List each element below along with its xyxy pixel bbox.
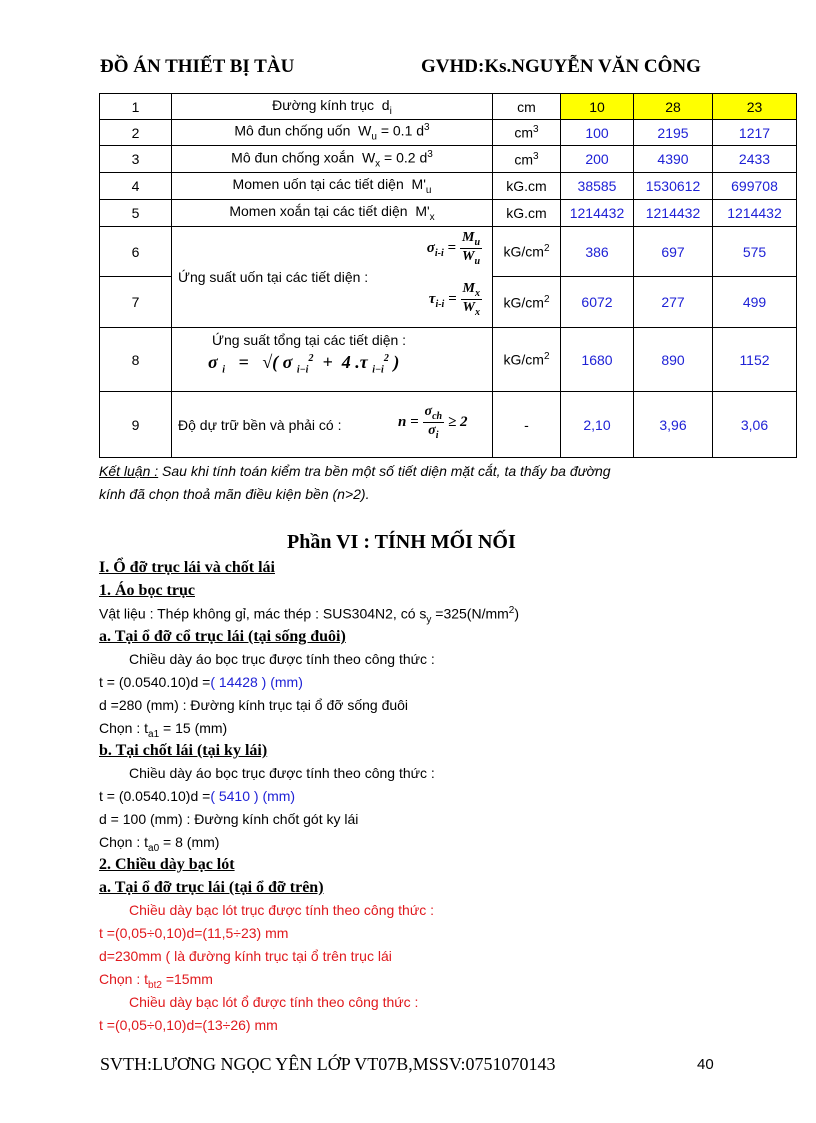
material-line: Vật liệu : Thép không gỉ, mác thép : SUS304N2, có $s_y =325(N/mm^2)$ (99, 605, 520, 626)
safety-formula: n = $\frac{\sigma_{ch}}{\sigma_i}$ ≥ 2 (398, 404, 468, 441)
paragraph: t =(0,05÷0,10)d=(13÷26) mm (99, 1017, 278, 1033)
paragraph: d =280 (mm) : Đường kính trục tại ổ đỡ sống đuôi (99, 697, 409, 713)
conclusion-line-2: kính đã chọn thoả mãn điều kiện bền (n>2). (99, 486, 370, 502)
paragraph: t =(0,05÷0,10)d=(11,5÷23) mm (99, 925, 289, 941)
header-right: GVHD:Ks.NGUYỄN VĂN CÔNG (421, 56, 701, 77)
paragraph: Chọn : $t_{bt2} =15mm$ (99, 971, 213, 991)
paragraph: Chọn : $t_{a1} = 15$ (mm) (99, 720, 228, 740)
total-stress-formula: σ $_i$ = √( σ $_{i-i}^2$ + 4 .τ $_{i-i}^2$ ) (208, 352, 400, 376)
table-row: 7 $kG/cm^2$ 6072 277 499 (100, 277, 797, 328)
section-heading: 1. Áo bọc trục (99, 582, 195, 599)
paragraph: Chiều dày áo bọc trục được tính theo công thức : (129, 765, 435, 781)
paragraph: Chọn : $t_{a0} = 8$ (mm) (99, 834, 220, 854)
paragraph: t = (0.0540.10)d =( 5410 ) (mm) (99, 788, 296, 804)
paragraph: d=230mm ( là đường kính trục tại ổ trên trục lái (99, 948, 392, 964)
sigma-formula: $\sigma_{i-i}$ = $\frac{M_u}{W_u}$ (426, 230, 480, 267)
conclusion-line-1: Kết luận : Sau khi tính toán kiểm tra bền một số tiết diện mặt cắt, ta thấy ba đường (99, 463, 611, 479)
table-row: 9 Độ dự trữ bền và phải có : n = $\frac{\sigma_{ch}}{\sigma_i}$ ≥ 2 - 2,10 3,96 3,06 (100, 392, 797, 458)
header-left: ĐỒ ÁN THIẾT BỊ TÀU (100, 56, 295, 77)
table-row: 3 Mô đun chống xoắn $W_x = 0.2$ $d^3$ $cm^3$ 200 4390 2433 (100, 146, 797, 173)
footer-author: SVTH:LƯƠNG NGỌC YÊN LỚP VT07B,MSSV:0751070143 (100, 1054, 556, 1074)
table-row: 2 Mô đun chống uốn $W_u = 0.1$ $d^3$ $cm^3$ 100 2195 1217 (100, 120, 797, 146)
table-row: 5 Momen xoắn tại các tiết diện $M'_x$ kG.cm 1214432 1214432 1214432 (100, 200, 797, 227)
section-heading: a. Tại ổ đỡ cổ trục lái (tại sống đuôi) (99, 628, 346, 645)
paragraph: Chiều dày áo bọc trục được tính theo công thức : (129, 651, 435, 667)
section-heading: 2. Chiều dày bạc lót (99, 856, 235, 873)
paragraph: Chiều dày bạc lót trục được tính theo công thức : (129, 902, 434, 918)
table-row: 1 Đường kính trục $d_i$ cm 10 28 23 (100, 94, 797, 120)
table-row: 8 Ứng suất tổng tại các tiết diện : σ $_i$ = √( σ $_{i-i}^2$ + 4 .τ $_{i-i}^2$ ) $kG/cm^2$ 1680 890 1152 (100, 328, 797, 392)
table-row: 6 Ứng suất uốn tại các tiết diện : $\sigma_{i-i}$ = $\frac{M_u}{W_u}$ $\tau_{i-i}$ = $\frac{M_x}{W_x}$ $kG/cm^2$ 386 697 575 (100, 227, 797, 277)
section-heading: b. Tại chốt lái (tại ky lái) (99, 742, 268, 759)
page-number: 40 (697, 1056, 714, 1073)
tau-formula: $\tau_{i-i}$ = $\frac{M_x}{W_x}$ (428, 281, 480, 318)
section-heading: I. Ổ đỡ trục lái và chốt lái (99, 559, 275, 576)
section-heading: a. Tại ổ đỡ trục lái (tại ổ đỡ trên) (99, 879, 324, 896)
part-title: Phần VI : TÍNH MỐI NỐI (287, 531, 516, 553)
paragraph: t = (0.0540.10)d =( 14428 ) (mm) (99, 674, 303, 690)
paragraph: Chiều dày bạc lót ổ được tính theo công thức : (129, 994, 419, 1010)
table-row: 4 Momen uốn tại các tiết diện $M'_u$ kG.cm 38585 1530612 699708 (100, 173, 797, 200)
paragraph: d = 100 (mm) : Đường kính chốt gót ky lái (99, 811, 359, 827)
calculation-table (99, 93, 797, 458)
